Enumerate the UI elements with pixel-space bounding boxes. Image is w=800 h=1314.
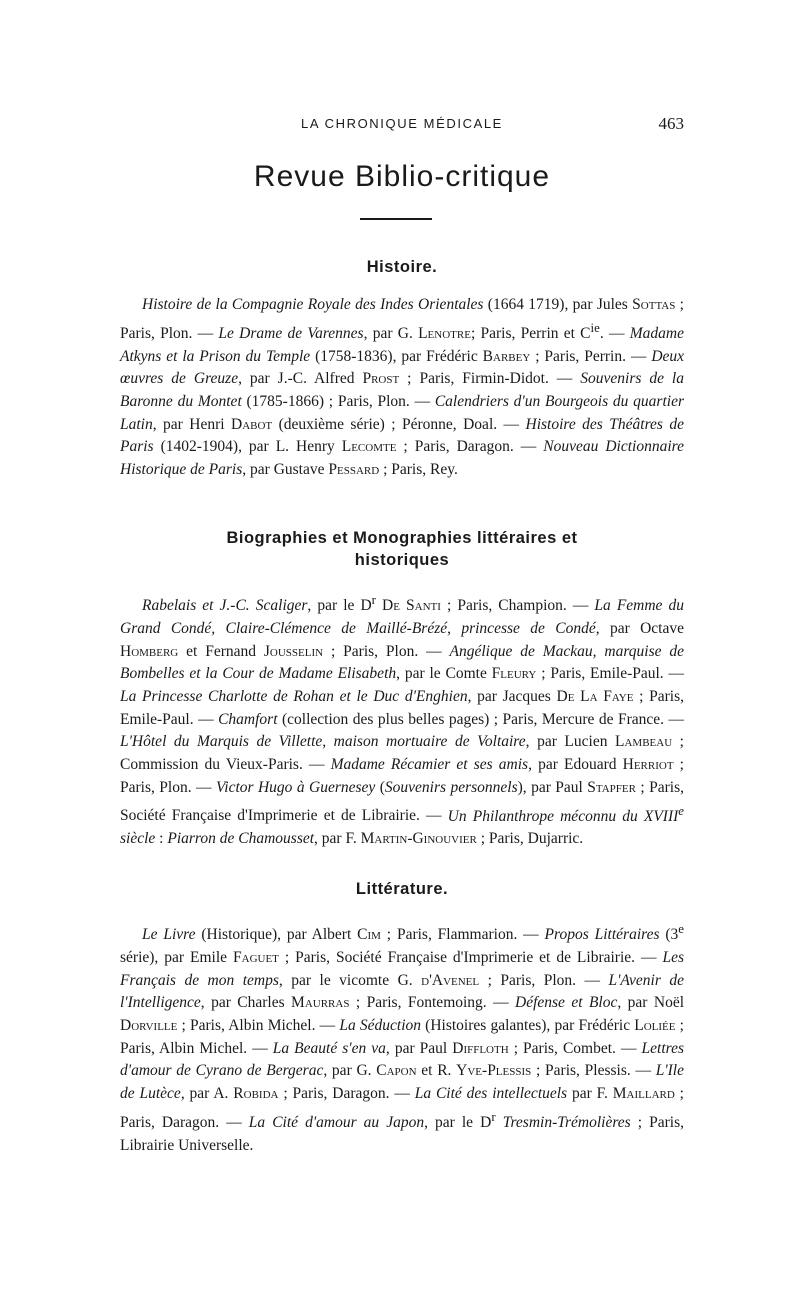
section-body-histoire: Histoire de la Compagnie Royale des Indes Orientales (1664 1719), par Jules Sottas ; Paris, Plon. — Le Drame de Varennes, par G. Lenotre; Paris, Perrin et $C^{ie}$. — Madame Atkyns et la Prison du Temple (1758-1836), par Frédéric Barbey ; Paris, Perrin. — Deux œuvres de Greuze, par J.-C. Alfred Prost ; Paris, Firmin-Didot. — Souvenirs de la Baronne du Montet (1785-1866) ; Paris, Plon. — Calendriers d'un Bourgeois du quartier Latin, par Henri Dabot (deuxième série) ; Péronne, Doal. — Histoire des Théâtres de Paris (1402-1904), par L. Henry Lecomte ; Paris, Daragon. — Nouveau Dictionnaire Historique de Paris, par Gustave Pessard ; Paris, Rey. — [120, 296, 685, 479]
title-rule — [360, 218, 432, 220]
section-heading-histoire: Histoire. — [366, 258, 438, 276]
section-heading-litterature: Littérature. — [355, 880, 449, 898]
running-title: LA CHRONIQUE MÉDICALE — [301, 116, 503, 131]
main-title: Revue Biblio-critique — [253, 160, 551, 193]
running-head — [120, 114, 684, 134]
section-body-biographies: Rabelais et J.-C. Scaliger, par le $D^r$ De Santi ; Paris, Champion. — La Femme du Grand Condé, Claire-Clémence de Maillé-Brézé, princesse de Condé, par Octave Homberg et Fernand Jousselin ; Paris, Plon. — Angélique de Mackau, marquise de Bombelles et la Cour de Madame Elisabeth, par le Comte Fleury ; Paris, Emile-Paul. — La Princesse Charlotte de Rohan et le Duc d'Enghien, par Jacques De La Faye ; Paris, Emile-Paul. — Chamfort (collection des plus belles pages) ; Paris, Mercure de France. — L'Hôtel du Marquis de Villette, maison mortuaire de Voltaire, par Lucien Lambeau ; Commission du Vieux-Paris. — Madame Récamier et ses amis, par Edouard Herriot ; Paris, Plon. — Victor Hugo à Guernesey (Souvenirs personnels), par Paul Stapfer ; Paris, Société Française d'Imprimerie et de Librairie. — Un Philanthrope méconnu du XVIIIe siècle : Piarron de Chamousset, par F. Martin-Ginouvier ; Paris, Dujarric. — [120, 592, 685, 848]
section-heading-biographies: Biographies et Monographies littéraires et historiques — [226, 529, 578, 569]
section-body-litterature: Le Livre (Historique), par Albert Cim ; Paris, Flammarion. — Propos Littéraires (3e série), par Emile Faguet ; Paris, Société Française d'Imprimerie et de Librairie. — Les Français de mon temps, par le vicomte G. d'Avenel ; Paris, Plon. — L'Avenir de l'Intelligence, par Charles Maurras ; Paris, Fontemoing. — Défense et Bloc, par Noël Dorville ; Paris, Albin Michel. — La Séduction (Histoires galantes), par Frédéric Loliée ; Paris, Albin Michel. — La Beauté s'en va, par Paul Diffloth ; Paris, Combet. — Lettres d'amour de Cyrano de Bergerac, par G. Capon et R. Yve-Plessis ; Paris, Plessis. — L'Ile de Lutèce, par A. Robida ; Paris, Daragon. — La Cité des intellectuels par F. Maillard ; Paris, Daragon. — La Cité d'amour au Japon, par le $D^r$ Tresmin-Trémolières ; Paris, Librairie Universelle. — [120, 921, 685, 1154]
page-number: 463 — [658, 114, 684, 133]
